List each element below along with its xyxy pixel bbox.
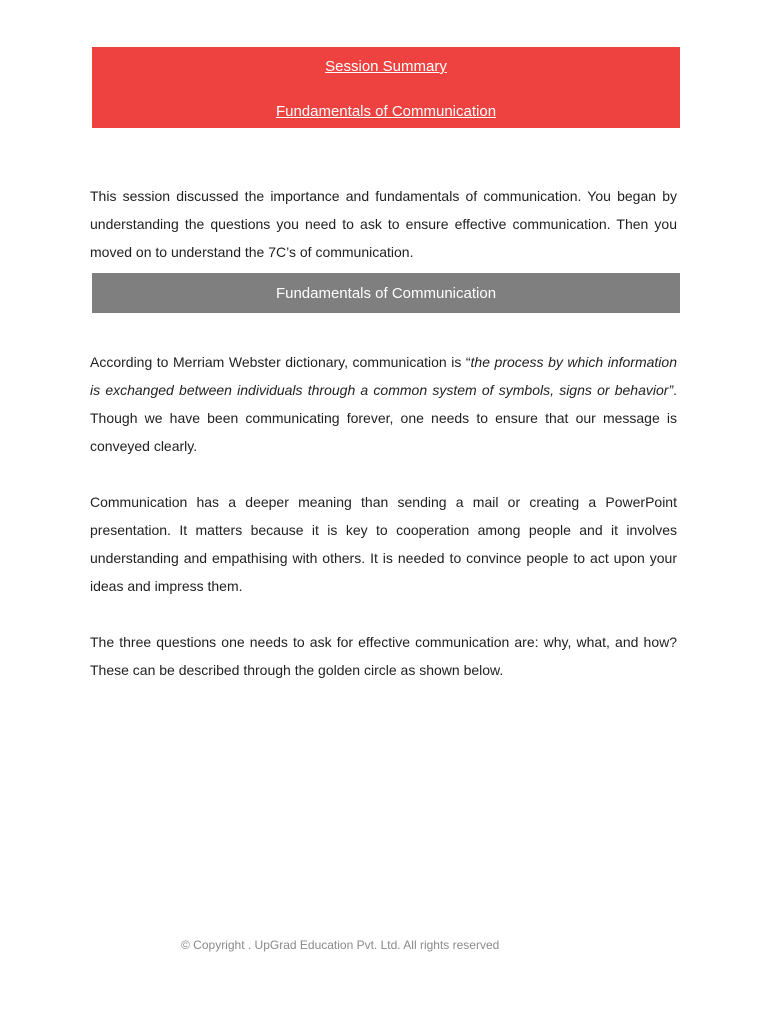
intro-paragraph: This session discussed the importance and fundamentals of communication. You began by understanding the questions you need to ask to ensure effective communication. Then you moved on to understand the 7C’s of communication.	[90, 188, 677, 260]
definition-text-after: . Though we have been communicating forever, one needs to ensure that our message is conveyed clearly.	[90, 382, 677, 454]
definition-paragraph	[90, 348, 677, 460]
definition-text-before: According to Merriam Webster dictionary, communication is “	[90, 354, 471, 370]
copyright-footer: © Copyright . UpGrad Education Pvt. Ltd. All rights reserved	[181, 938, 500, 952]
session-summary-banner	[92, 47, 680, 128]
section-heading: Fundamentals of Communication	[92, 273, 680, 313]
banner-subtitle: Fundamentals of Communication	[275, 103, 497, 120]
definition-quote: the process by which information is exchanged between individuals through a common system of symbols, signs or behavior”	[90, 354, 677, 398]
questions-paragraph: The three questions one needs to ask for effective communication are: why, what, and how? These can be described through the golden circle as shown below.	[90, 634, 677, 678]
banner-title: Session Summary	[325, 58, 447, 75]
meaning-paragraph: Communication has a deeper meaning than sending a mail or creating a PowerPoint presentation. It matters because it is key to cooperation among people and it involves understanding and empathising with others. It is needed to convince people to act upon your ideas and impress them.	[90, 494, 677, 594]
